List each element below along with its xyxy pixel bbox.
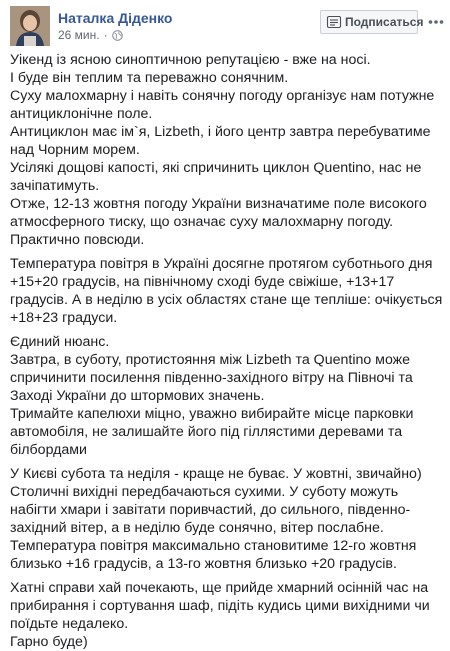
post-text-line: Єдиний нюанс.: [10, 334, 110, 350]
post-text-line: Гарно буде): [10, 634, 88, 650]
avatar-photo-icon: [10, 6, 50, 46]
post-text-line: Антициклон має ім`я, Lizbeth, і його центр завтра перебуватиме над Чорним морем.: [10, 124, 431, 158]
post-text-line: Хатні справи хай почекають, ще прийде хмарний осінній час на прибирання і сортування шаф, підіть кудись цими вихідними чи поїдьте недалеко.: [10, 580, 430, 632]
more-options-button[interactable]: [426, 12, 446, 32]
author-name[interactable]: Наталка Діденко: [58, 10, 173, 26]
subscribe-button[interactable]: [320, 10, 424, 34]
post-text-line: Суху малохмарну і навіть сонячну погоду організує нам потужне антициклонічне поле.: [10, 88, 435, 122]
more-dots-icon: [428, 19, 444, 25]
post-text-line: У Києві субота та неділя - краще не буває. У жовтні, звичайно): [10, 466, 422, 482]
post-body: [10, 51, 446, 651]
rss-feed-icon: [327, 16, 341, 28]
post-text-line: Отже, 12-13 жовтня погоду України визначатиме поле високого атмосферного тиску, що означає суху малохмарну погоду. Практично повсюди.: [10, 196, 427, 248]
post-text-line: І буде він теплим та переважно сонячним.: [10, 70, 289, 86]
meta-separator: ·: [103, 28, 108, 42]
post-time[interactable]: 26 мин.: [58, 28, 100, 42]
subscribe-label: Подписаться: [345, 15, 424, 29]
post-text-line: Тримайте капелюхи міцно, уважно вибирайте місце парковки автомобіля, не залишайте його під гіллястими деревами та білбордами: [10, 406, 414, 458]
post-text-line: Уікенд із ясною синоптичною репутацією - вже на носі.: [10, 52, 371, 68]
post-meta: [58, 28, 123, 42]
post-text-line: Столичні вихідні передбачаються сухими. У суботу можуть набігти хмари і завітати поривчастий, до сильного, південно-західний вітер, а в неділю буде сонячно, вітер послабне.: [10, 484, 411, 536]
avatar[interactable]: [10, 6, 50, 46]
globe-icon: [112, 30, 123, 41]
post-text-line: Температура повітря максимально становитиме 12-го жовтня близько +16 градусів, а 13-го жовтня близько +20 градусів.: [10, 538, 417, 572]
post-text-line: Температура повітря в Україні досягне протягом суботнього дня +15+20 градусів, на північному сході буде свіжіше, +13+17 градусів. А в неділю в усіх областях стане ще тепліше: очікується +18+23 градуси.: [10, 256, 443, 326]
post-header: [0, 0, 450, 44]
post-text-line: Усілякі дощові капості, які спричинить циклон Quentino, нас не зачіпатимуть.: [10, 160, 422, 194]
post-text-line: Завтра, в суботу, протистояння між Lizbeth та Quentino може спричинити посилення південно-західного вітру на Півночі та Заході України до штормових значень.: [10, 352, 413, 404]
